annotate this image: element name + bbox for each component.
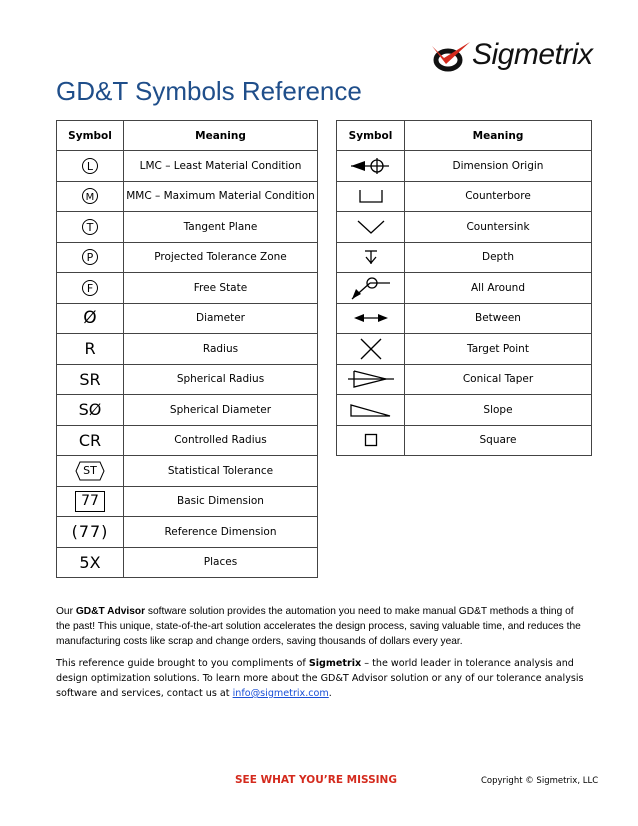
meaning-cell: Square: [405, 425, 592, 456]
table-row: [337, 303, 592, 334]
reference-dimension-symbol: (77): [71, 522, 109, 542]
table-row: [337, 242, 592, 273]
table-row: [337, 364, 592, 395]
symbol-cell: [337, 395, 405, 426]
symbol-cell: [337, 425, 405, 456]
meaning-cell: Controlled Radius: [124, 425, 318, 456]
para2-end: .: [328, 688, 332, 699]
table-row: [57, 303, 318, 334]
circle-f-icon: [81, 279, 99, 297]
symbol-cell: [57, 456, 124, 487]
meaning-cell: Statistical Tolerance: [124, 456, 318, 487]
header-meaning: Meaning: [124, 121, 318, 151]
logo-wordmark: Sigmetrix: [472, 38, 593, 71]
table-row: [337, 395, 592, 426]
table-row: [57, 456, 318, 487]
symbol-cell: [57, 334, 124, 365]
meaning-cell: Countersink: [405, 212, 592, 243]
para2-company-name: Sigmetrix: [308, 658, 362, 669]
svg-text:T: T: [86, 220, 94, 234]
see-what-youre-missing-link[interactable]: SEE WHAT YOU’RE MISSING: [235, 774, 397, 786]
symbol-cell: [57, 181, 124, 212]
symbol-cell: [57, 517, 124, 548]
meaning-cell: Spherical Radius: [124, 364, 318, 395]
basic-dimension-symbol: 77: [75, 491, 105, 512]
spherical-diameter-symbol: SØ: [78, 400, 102, 420]
table-row: [57, 242, 318, 273]
table-row: [57, 425, 318, 456]
symbol-cell: [337, 334, 405, 365]
circle-p-icon: [81, 248, 99, 266]
svg-text:F: F: [86, 281, 94, 295]
symbol-cell: [57, 486, 124, 517]
table-row: [57, 486, 318, 517]
svg-text:M: M: [85, 192, 95, 204]
symbol-cell: [57, 242, 124, 273]
table-row: [57, 181, 318, 212]
meaning-cell: Depth: [405, 242, 592, 273]
table-row: [337, 212, 592, 243]
symbol-cell: [57, 395, 124, 426]
symbols-table-right: [336, 120, 592, 456]
square-icon: [364, 433, 378, 447]
copyright-text: Copyright © Sigmetrix, LLC: [481, 776, 599, 786]
conical-taper-icon: [346, 368, 396, 390]
meaning-cell: LMC – Least Material Condition: [124, 151, 318, 182]
table-row: [337, 425, 592, 456]
target-point-icon: [358, 336, 384, 362]
circle-m-icon: [81, 187, 99, 205]
table-row: [337, 273, 592, 304]
meaning-cell: Reference Dimension: [124, 517, 318, 548]
meaning-cell: Basic Dimension: [124, 486, 318, 517]
symbol-cell: [337, 212, 405, 243]
table-row: [337, 151, 592, 182]
statistical-tolerance-label: ST: [83, 463, 97, 477]
compliments-paragraph: [56, 656, 586, 701]
table-row: [57, 273, 318, 304]
symbol-cell: [57, 151, 124, 182]
symbol-cell: [337, 273, 405, 304]
meaning-cell: Diameter: [124, 303, 318, 334]
symbol-cell: [57, 273, 124, 304]
meaning-cell: Counterbore: [405, 181, 592, 212]
meaning-cell: Between: [405, 303, 592, 334]
diameter-symbol: Ø: [83, 308, 97, 329]
meaning-cell: Slope: [405, 395, 592, 426]
meaning-cell: Tangent Plane: [124, 212, 318, 243]
symbol-cell: [337, 364, 405, 395]
symbol-cell: [57, 547, 124, 578]
header-symbol: Symbol: [337, 121, 405, 151]
header-symbol: Symbol: [57, 121, 124, 151]
controlled-radius-symbol: CR: [78, 430, 102, 450]
table-row: [57, 517, 318, 548]
para2-body: – the world leader in tolerance analysis and design optimization solutions. To learn more about the GD&T Advisor solution or any of our tolerance analysis software and services, contact us at: [56, 658, 584, 699]
para1-body: software solution provides the automation you need to make manual GD&T methods a thing of the past! This unique, state-of-the-art solution accelerates the design process, saving valuable time, and reduces the manufacturing costs like scrap and change orders, saving thousands of dollars every year.: [56, 606, 581, 647]
symbol-cell: [337, 151, 405, 182]
table-row: [57, 151, 318, 182]
symbol-cell: [57, 303, 124, 334]
contact-email-link[interactable]: info@sigmetrix.com: [232, 688, 329, 699]
symbol-cell: [57, 364, 124, 395]
symbol-cell: [57, 425, 124, 456]
slope-icon: [349, 401, 393, 419]
symbol-cell: [337, 181, 405, 212]
meaning-cell: Places: [124, 547, 318, 578]
symbol-cell: [337, 303, 405, 334]
table-row: [337, 334, 592, 365]
meaning-cell: Conical Taper: [405, 364, 592, 395]
meaning-cell: Dimension Origin: [405, 151, 592, 182]
table-row: [337, 181, 592, 212]
between-icon: [352, 311, 390, 325]
table-row: [57, 212, 318, 243]
all-around-icon: [350, 275, 392, 301]
table-row: [57, 334, 318, 365]
table-row: [57, 364, 318, 395]
statistical-tolerance-symbol: [75, 461, 105, 481]
spherical-radius-symbol: SR: [79, 369, 101, 389]
meaning-cell: Target Point: [405, 334, 592, 365]
table-row: [57, 547, 318, 578]
table-row: [57, 395, 318, 426]
meaning-cell: All Around: [405, 273, 592, 304]
radius-symbol: R: [84, 339, 96, 359]
symbol-cell: [337, 242, 405, 273]
places-symbol: 5X: [79, 552, 101, 572]
meaning-cell: Spherical Diameter: [124, 395, 318, 426]
sigmetrix-logo: [430, 36, 593, 80]
depth-icon: [363, 248, 379, 266]
para1-prefix: Our: [56, 606, 76, 617]
svg-text:P: P: [86, 251, 94, 265]
para1-product-name: GD&T Advisor: [75, 606, 146, 617]
svg-text:L: L: [86, 159, 94, 173]
meaning-cell: Radius: [124, 334, 318, 365]
page-title: GD&T Symbols Reference: [56, 76, 362, 106]
countersink-icon: [356, 218, 386, 236]
para2-prefix: This reference guide brought to you compliments of: [56, 658, 309, 669]
symbol-cell: [57, 212, 124, 243]
dimension-origin-icon: [349, 156, 393, 176]
meaning-cell: Projected Tolerance Zone: [124, 242, 318, 273]
meaning-cell: MMC – Maximum Material Condition: [124, 181, 318, 212]
meaning-cell: Free State: [124, 273, 318, 304]
advisor-paragraph: [56, 604, 586, 649]
circle-t-icon: [81, 218, 99, 236]
circle-l-icon: [81, 157, 99, 175]
header-meaning: Meaning: [405, 121, 592, 151]
counterbore-icon: [357, 187, 385, 205]
symbols-table-left: [56, 120, 318, 578]
